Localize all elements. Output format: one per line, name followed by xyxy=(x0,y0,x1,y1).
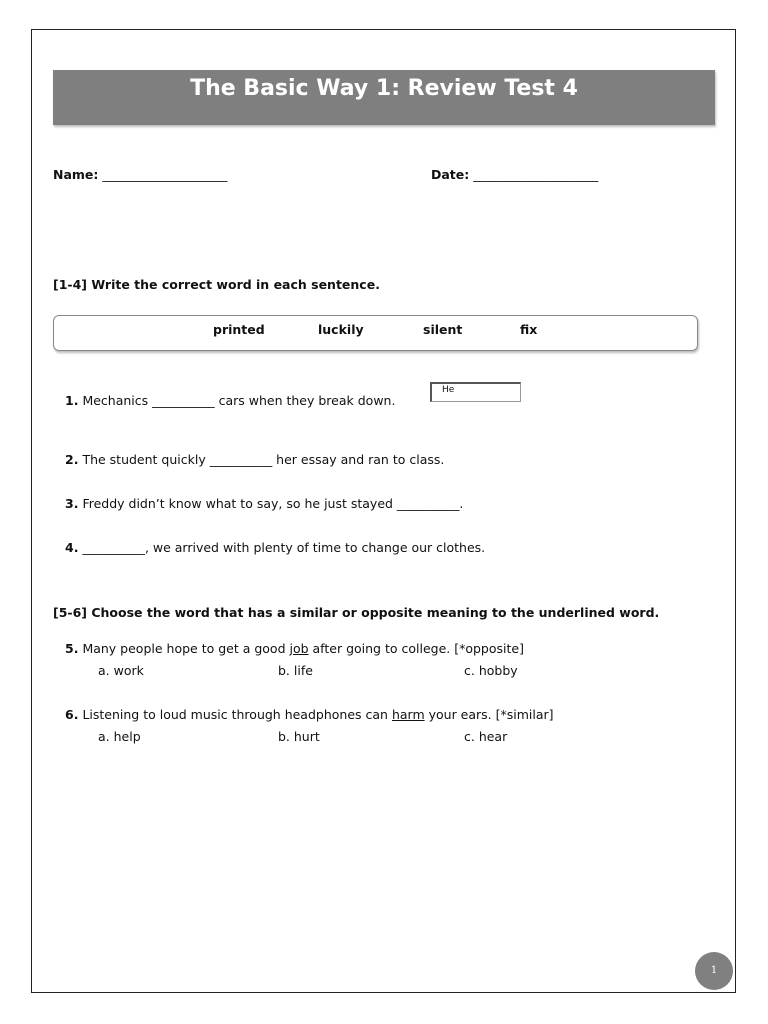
question-2 xyxy=(65,452,444,467)
option-a: a. work xyxy=(98,663,144,678)
question-text: Mechanics __________ cars when they break down. xyxy=(82,393,396,408)
question-6 xyxy=(65,707,554,722)
question-text: The student quickly __________ her essay and ran to class. xyxy=(82,452,445,467)
option-c: c. hear xyxy=(464,729,508,744)
name-line xyxy=(53,167,227,182)
question-number: 5. xyxy=(65,641,79,656)
word-bank-item: silent xyxy=(423,322,463,337)
option-a: a. help xyxy=(98,729,141,744)
name-blank: ____________________ xyxy=(102,167,228,182)
question-number: 6. xyxy=(65,707,79,722)
question-number: 1. xyxy=(65,393,79,408)
question-text: Freddy didn’t know what to say, so he just stayed __________. xyxy=(82,496,464,511)
question-text-after: your ears. [*similar] xyxy=(424,707,554,722)
date-line xyxy=(431,167,598,182)
question-text-after: after going to college. [*opposite] xyxy=(308,641,524,656)
question-text-before: Many people hope to get a good xyxy=(82,641,290,656)
name-label: Name: xyxy=(53,167,99,182)
section1-instruction: [1-4] Write the correct word in each sentence. xyxy=(53,277,380,292)
word-bank-item: luckily xyxy=(318,322,364,337)
question-1 xyxy=(65,393,395,408)
answer-input[interactable]: He xyxy=(430,382,521,402)
question-number: 3. xyxy=(65,496,79,511)
question-text: __________, we arrived with plenty of time to change our clothes. xyxy=(82,540,486,555)
question-number: 2. xyxy=(65,452,79,467)
underlined-word: job xyxy=(289,641,309,656)
date-blank: ____________________ xyxy=(473,167,599,182)
option-c: c. hobby xyxy=(464,663,518,678)
question-4 xyxy=(65,540,485,555)
question-text-before: Listening to loud music through headphones can xyxy=(82,707,392,722)
option-b: b. life xyxy=(278,663,313,678)
question-3 xyxy=(65,496,463,511)
section2-instruction: [5-6] Choose the word that has a similar or opposite meaning to the underlined word. xyxy=(53,605,660,620)
word-bank-item: printed xyxy=(213,322,265,337)
underlined-word: harm xyxy=(391,707,425,722)
word-bank xyxy=(53,315,698,351)
option-b: b. hurt xyxy=(278,729,320,744)
question-number: 4. xyxy=(65,540,79,555)
date-label: Date: xyxy=(431,167,470,182)
question-5 xyxy=(65,641,524,656)
page-number-badge: 1 xyxy=(695,952,733,990)
page-title: The Basic Way 1: Review Test 4 xyxy=(53,70,715,125)
word-bank-item: fix xyxy=(520,322,538,337)
